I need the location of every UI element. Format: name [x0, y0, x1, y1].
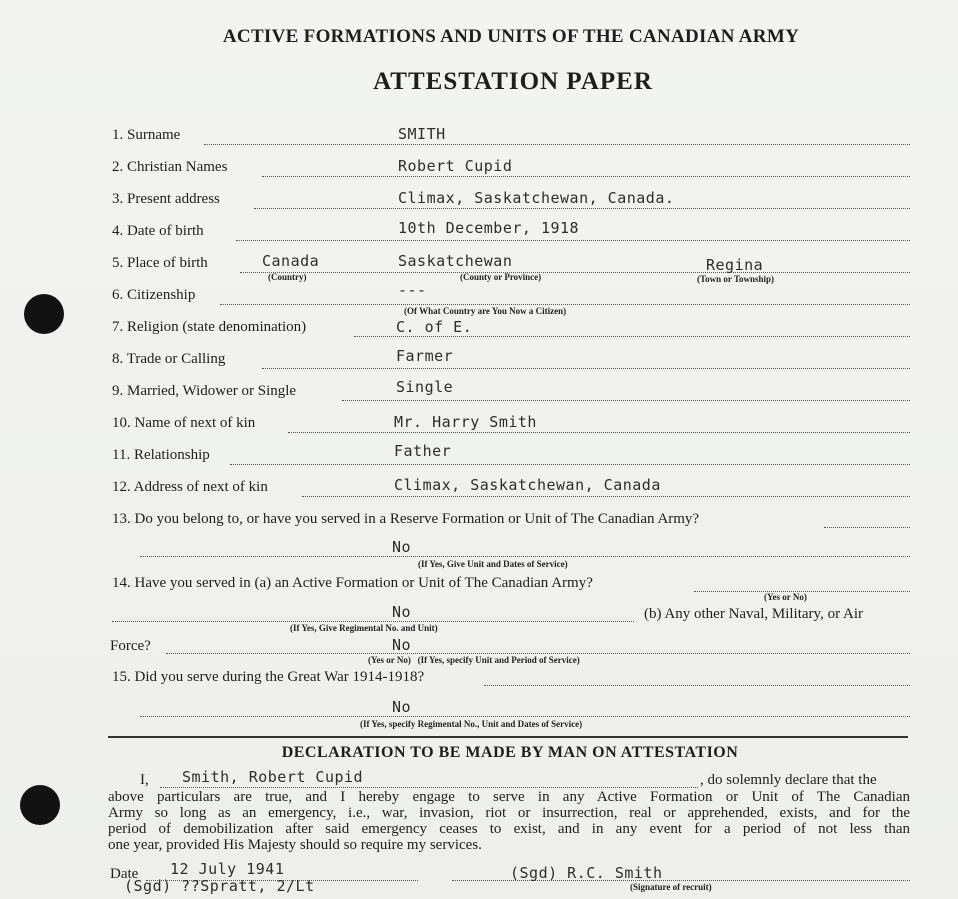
section-divider [108, 736, 908, 738]
kin-address-label: 12. Address of next of kin [112, 479, 268, 495]
question-15-caption: (If Yes, specify Regimental No., Unit and Dates of Service) [360, 719, 583, 729]
declaration-suffix: , do solemnly declare that the [700, 772, 877, 788]
marital-status-value: Single [396, 378, 454, 396]
birth-country-caption: (Country) [268, 272, 307, 282]
religion-line [354, 336, 910, 337]
question-13-line [824, 527, 910, 528]
question-14a-answer-line [112, 621, 634, 622]
question-14a-caption: (If Yes, Give Regimental No. and Unit) [290, 623, 438, 633]
birth-town-value: Regina [706, 256, 764, 274]
question-14a-answer: No [392, 603, 412, 621]
trade-label: 8. Trade or Calling [112, 351, 226, 367]
present-address-value: Climax, Saskatchewan, Canada. [398, 189, 675, 207]
marital-status-label: 9. Married, Widower or Single [112, 383, 297, 399]
question-15-answer-line [140, 716, 910, 717]
kin-address-line [302, 496, 910, 497]
citizenship-label: 6. Citizenship [112, 287, 196, 303]
declaration-line-2: above particulars are true, and I hereby engage to serve in any Active Formation or Unit of The Canadian [108, 789, 910, 805]
date-of-birth-value: 10th December, 1918 [398, 219, 580, 237]
question-13-answer-line [140, 556, 910, 557]
surname-line [204, 144, 910, 145]
birth-country-value: Canada [262, 252, 320, 270]
punch-hole-top [24, 294, 64, 334]
kin-address-value: Climax, Saskatchewan, Canada [394, 476, 661, 494]
question-14-yesno-caption: (Yes or No) [764, 592, 807, 602]
birth-town-caption: (Town or Township) [697, 274, 775, 284]
next-of-kin-label: 10. Name of next of kin [112, 415, 256, 431]
question-14b-text: (b) Any other Naval, Military, or Air [644, 606, 863, 622]
birth-province-value: Saskatchewan [398, 252, 513, 270]
citizenship-line [220, 304, 910, 305]
surname-label: 1. Surname [112, 127, 181, 143]
date-of-birth-line [236, 240, 910, 241]
form-heading: ACTIVE FORMATIONS AND UNITS OF THE CANADIAN ARMY [222, 26, 800, 47]
date-value: 12 July 1941 [170, 860, 285, 878]
birth-province-caption: (County or Province) [460, 272, 542, 282]
declaration-prefix: I, [140, 772, 149, 788]
declaration-name-line [160, 787, 698, 788]
christian-names-label: 2. Christian Names [112, 159, 228, 175]
question-14b-force-label: Force? [110, 638, 151, 654]
question-14b-caption: (Yes or No) (If Yes, specify Unit and Period of Service) [368, 655, 580, 665]
surname-value: SMITH [398, 125, 446, 143]
declaration-line-5: one year, provided His Majesty should so require my services. [108, 837, 482, 853]
relationship-line [230, 464, 910, 465]
citizenship-caption: (Of What Country are You Now a Citizen) [404, 306, 567, 316]
punch-hole-bottom [20, 785, 60, 825]
present-address-line [254, 208, 910, 209]
religion-value: C. of E. [396, 318, 473, 336]
signature-caption: (Signature of recruit) [630, 882, 712, 892]
place-of-birth-label: 5. Place of birth [112, 255, 208, 271]
religion-label: 7. Religion (state denomination) [112, 319, 307, 335]
question-13-text: 13. Do you belong to, or have you served in a Reserve Formation or Unit of The Canadian Army? [112, 511, 700, 527]
question-14b-answer-line [166, 653, 910, 654]
relationship-label: 11. Relationship [112, 447, 210, 463]
present-address-label: 3. Present address [112, 191, 220, 207]
christian-names-value: Robert Cupid [398, 157, 513, 175]
trade-value: Farmer [396, 347, 454, 365]
declaration-line-3: Army so long as an emergency, i.e., war, invasion, riot or insurrection, real or apprehended, exists, and for the [108, 805, 910, 821]
date-of-birth-label: 4. Date of birth [112, 223, 204, 239]
question-13-caption: (If Yes, Give Unit and Dates of Service) [418, 559, 568, 569]
witness-value: (Sgd) ??Spratt, 2/Lt [124, 877, 315, 895]
question-13-answer: No [392, 538, 412, 556]
declaration-line-4: period of demobilization after said emergency ceases to exist, and in any event for a period of not less than [108, 821, 910, 837]
question-15-text: 15. Did you serve during the Great War 1914-1918? [112, 669, 425, 685]
trade-line [262, 368, 910, 369]
question-15-line [484, 685, 910, 686]
relationship-value: Father [394, 442, 452, 460]
next-of-kin-line [288, 432, 910, 433]
question-14-text: 14. Have you served in (a) an Active Formation or Unit of The Canadian Army? [112, 575, 593, 591]
marital-status-line [342, 400, 910, 401]
form-title: ATTESTATION PAPER [373, 68, 653, 95]
question-15-answer: No [392, 698, 412, 716]
christian-names-line [262, 176, 910, 177]
declaration-name: Smith, Robert Cupid [182, 768, 364, 786]
next-of-kin-value: Mr. Harry Smith [394, 413, 537, 431]
citizenship-value: --- [398, 281, 427, 299]
date-label: Date [110, 866, 139, 882]
declaration-title: DECLARATION TO BE MADE BY MAN ON ATTESTATION [281, 744, 739, 761]
signature-value: (Sgd) R.C. Smith [510, 864, 663, 882]
place-of-birth-line [240, 272, 910, 273]
question-14b-answer: No [392, 636, 412, 654]
